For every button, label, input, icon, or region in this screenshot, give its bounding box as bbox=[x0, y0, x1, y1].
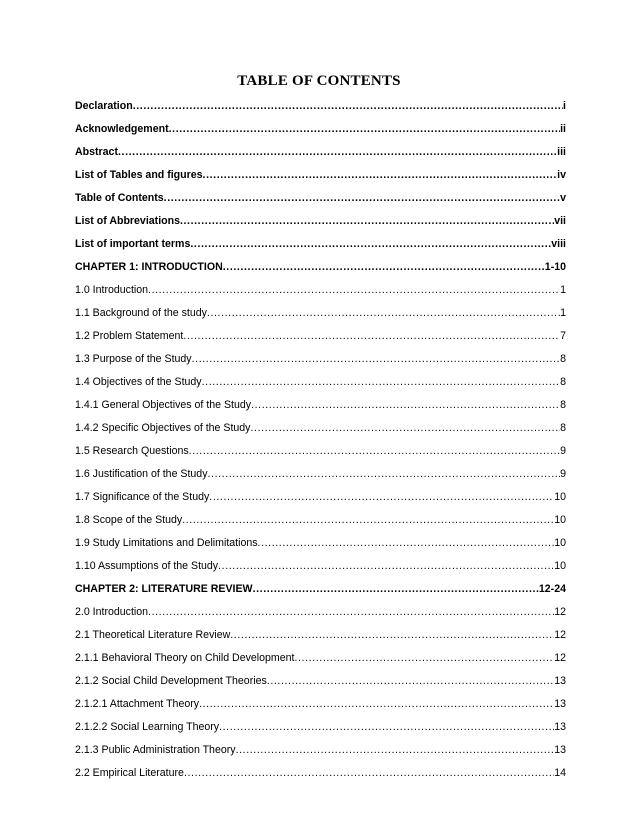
toc-entry bbox=[75, 394, 566, 412]
toc-entry bbox=[75, 302, 566, 320]
page-title: TABLE OF CONTENTS bbox=[237, 73, 401, 89]
toc-entry-page: viii bbox=[551, 238, 566, 250]
toc-entry bbox=[75, 601, 566, 619]
toc-leader-dots bbox=[190, 237, 551, 251]
toc-entry-page: 8 bbox=[560, 376, 566, 388]
toc-entry-label: List of Abbreviations bbox=[75, 215, 180, 227]
toc-entry-label: Declaration bbox=[75, 100, 133, 112]
toc-leader-dots bbox=[189, 444, 560, 458]
toc-entry-label: 2.1.2.2 Social Learning Theory bbox=[75, 721, 220, 733]
toc-entry-page: 14 bbox=[554, 767, 566, 779]
toc-entry-page: i bbox=[563, 100, 566, 112]
toc-entry-label: CHAPTER 2: LITERATURE REVIEW bbox=[75, 583, 253, 595]
toc-entry-page: 8 bbox=[560, 422, 566, 434]
toc-entry-label: 1.2 Problem Statement bbox=[75, 330, 184, 342]
toc-entry bbox=[75, 739, 566, 757]
toc-leader-dots bbox=[250, 421, 560, 435]
toc-entry bbox=[75, 463, 566, 481]
toc-entry bbox=[75, 164, 566, 182]
toc-entry bbox=[75, 670, 566, 688]
toc-entry-label: 1.8 Scope of the Study bbox=[75, 514, 183, 526]
toc-leader-dots bbox=[253, 582, 539, 596]
toc-entry bbox=[75, 233, 566, 251]
toc-leader-dots bbox=[202, 375, 560, 389]
toc-entry-page: iii bbox=[557, 146, 566, 158]
toc-entry-label: 1.7 Significance of the Study bbox=[75, 491, 210, 503]
toc-leader-dots bbox=[192, 352, 560, 366]
toc-entry-page: 12-24 bbox=[538, 583, 566, 595]
toc-entry bbox=[75, 693, 566, 711]
toc-leader-dots bbox=[219, 720, 554, 734]
toc-entry-label: 2.1.2 Social Child Development Theories bbox=[75, 675, 267, 687]
toc-entry-page: 10 bbox=[554, 491, 566, 503]
toc-leader-dots bbox=[207, 306, 560, 320]
toc-leader-dots bbox=[148, 605, 554, 619]
toc-entry-page: 8 bbox=[560, 353, 566, 365]
toc-leader-dots bbox=[184, 766, 554, 780]
toc-entry bbox=[75, 417, 566, 435]
toc-entry-label: List of important terms bbox=[75, 238, 191, 250]
toc-entry-label: 1.0 Introduction bbox=[75, 284, 149, 296]
toc-entry bbox=[75, 325, 566, 343]
toc-entry-label: 2.1.3 Public Administration Theory bbox=[75, 744, 236, 756]
toc-leader-dots bbox=[267, 674, 554, 688]
toc-entry-label: 1.1 Background of the study bbox=[75, 307, 207, 319]
toc-leader-dots bbox=[164, 191, 560, 205]
toc-entry bbox=[75, 578, 566, 596]
toc-entry bbox=[75, 762, 566, 780]
toc-entry-label: 1.3 Purpose of the Study bbox=[75, 353, 192, 365]
toc-entry bbox=[75, 532, 566, 550]
toc-leader-dots bbox=[218, 559, 554, 573]
toc-entry bbox=[75, 210, 566, 228]
toc-leader-dots bbox=[133, 99, 563, 113]
toc-leader-dots bbox=[294, 651, 554, 665]
toc-entry-label: 2.1.1 Behavioral Theory on Child Development bbox=[75, 652, 295, 664]
toc-leader-dots bbox=[148, 283, 560, 297]
toc-leader-dots bbox=[230, 628, 554, 642]
toc-entry-page: 12 bbox=[554, 629, 566, 641]
toc-entry-label: 1.9 Study Limitations and Delimitations bbox=[75, 537, 258, 549]
toc-entry bbox=[75, 486, 566, 504]
toc-entry-page: ii bbox=[560, 123, 566, 135]
toc-entry-label: 2.1 Theoretical Literature Review bbox=[75, 629, 231, 641]
toc-entry bbox=[75, 348, 566, 366]
toc-leader-dots bbox=[208, 467, 561, 481]
toc-entry bbox=[75, 716, 566, 734]
toc-entry bbox=[75, 647, 566, 665]
toc-entry-page: 1 bbox=[560, 284, 566, 296]
toc-entry-label: 1.4.1 General Objectives of the Study bbox=[75, 399, 252, 411]
toc-entry-page: 7 bbox=[560, 330, 566, 342]
toc-entry-page: 13 bbox=[554, 744, 566, 756]
toc-leader-dots bbox=[203, 168, 558, 182]
toc-leader-dots bbox=[199, 697, 554, 711]
toc-leader-dots bbox=[236, 743, 555, 757]
toc-entry-page: 10 bbox=[554, 537, 566, 549]
toc-entry bbox=[75, 440, 566, 458]
toc-entry-label: 1.4 Objectives of the Study bbox=[75, 376, 202, 388]
toc-entry bbox=[75, 279, 566, 297]
toc-entry bbox=[75, 118, 566, 136]
toc-entry-page: 8 bbox=[560, 399, 566, 411]
toc-entry bbox=[75, 371, 566, 389]
toc-leader-dots bbox=[180, 214, 554, 228]
toc-entry-page: v bbox=[560, 192, 566, 204]
toc-entry-label: 1.4.2 Specific Objectives of the Study bbox=[75, 422, 251, 434]
toc-entry-label: Acknowledgement bbox=[75, 123, 169, 135]
toc-entry-page: 12 bbox=[554, 606, 566, 618]
toc-entry-page: 9 bbox=[560, 468, 566, 480]
toc-entry bbox=[75, 141, 566, 159]
toc-entry-page: 13 bbox=[554, 721, 566, 733]
toc-entry-label: List of Tables and figures bbox=[75, 169, 203, 181]
toc-leader-dots bbox=[169, 122, 561, 136]
toc-entry-page: 10 bbox=[554, 514, 566, 526]
toc-leader-dots bbox=[182, 513, 554, 527]
toc-entry-page: 12 bbox=[554, 652, 566, 664]
toc-entry-label: 1.6 Justification of the Study bbox=[75, 468, 208, 480]
toc-entry-label: 2.1.2.1 Attachment Theory bbox=[75, 698, 200, 710]
toc-entry-label: Abstract bbox=[75, 146, 118, 158]
toc-entry bbox=[75, 555, 566, 573]
toc-entry-label: 2.2 Empirical Literature bbox=[75, 767, 184, 779]
toc-entry bbox=[75, 509, 566, 527]
toc-entry-page: 10 bbox=[554, 560, 566, 572]
toc-leader-dots bbox=[258, 536, 555, 550]
toc-entry bbox=[75, 624, 566, 642]
toc-entry-label: Table of Contents bbox=[75, 192, 164, 204]
toc-entry-label: 1.5 Research Questions bbox=[75, 445, 189, 457]
toc-leader-dots bbox=[183, 329, 560, 343]
toc-entry-page: 13 bbox=[554, 698, 566, 710]
toc-entry bbox=[75, 256, 566, 274]
toc-entry bbox=[75, 187, 566, 205]
toc-entry-page: iv bbox=[557, 169, 566, 181]
toc-leader-dots bbox=[251, 398, 560, 412]
toc-entry bbox=[75, 95, 566, 113]
toc-entry-page: 1-10 bbox=[544, 261, 566, 273]
toc-entry-page: 9 bbox=[560, 445, 566, 457]
toc-entry-label: 2.0 Introduction bbox=[75, 606, 149, 618]
toc-entry-label: 1.10 Assumptions of the Study bbox=[75, 560, 219, 572]
toc-leader-dots bbox=[223, 260, 545, 274]
toc-entry-page: vii bbox=[554, 215, 566, 227]
toc-entry-page: 13 bbox=[554, 675, 566, 687]
toc-entry-page: 1 bbox=[560, 307, 566, 319]
toc-entry-label: CHAPTER 1: INTRODUCTION bbox=[75, 261, 223, 273]
toc-leader-dots bbox=[209, 490, 554, 504]
toc-leader-dots bbox=[118, 145, 557, 159]
